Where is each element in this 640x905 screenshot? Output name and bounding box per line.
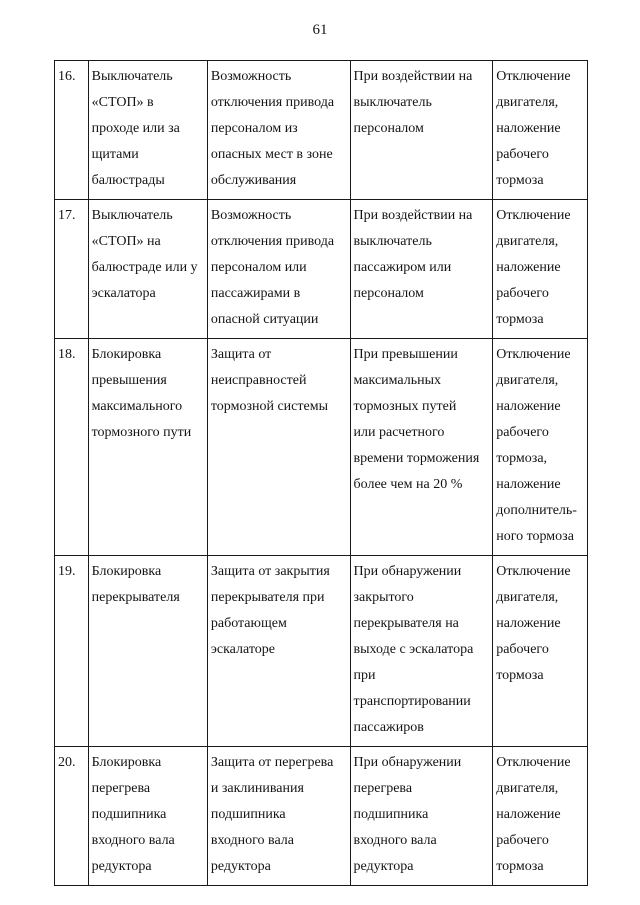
cell-line: входного вала [353,833,437,848]
cell-line: При воздействии на [353,208,473,223]
table-row [55,339,588,556]
cell-line: опасных мест в зоне [210,147,333,162]
action-cell [493,556,588,747]
cell-line: балюстраде или у [91,260,198,275]
cell-line: максимальных [353,373,442,388]
cell-line: подшипника [91,807,167,822]
cell-line: наложение [496,121,561,136]
cell-line: тормозных путей [353,399,457,414]
cell-line: максимального [91,399,183,414]
cell-line: перекрывателя при [210,590,325,605]
cell-line: редуктора [353,859,414,874]
cell-line: эскалатора [91,286,156,301]
cell-line: наложение [496,477,561,492]
action-cell [493,61,588,200]
purpose-cell [207,61,350,200]
table-row [55,61,588,200]
row-number: 19. [58,564,76,579]
cell-line: При обнаружении [353,755,462,770]
cell-line: При обнаружении [353,564,462,579]
cell-line: работающем [210,616,287,631]
cell-line: персоналом или [210,260,307,275]
trigger-condition-cell [350,61,493,200]
cell-line: выключатель [353,95,432,110]
cell-line: Отключение [496,564,571,579]
row-number: 16. [58,69,76,84]
cell-line: перекрывателя [91,590,180,605]
purpose-cell [207,339,350,556]
cell-line: более чем на 20 % [353,477,463,492]
cell-line: наложение [496,260,561,275]
cell-line: подшипника [353,807,429,822]
cell-line: двигателя, [496,590,559,605]
cell-line: перекрывателя на [353,616,459,631]
action-cell [493,200,588,339]
safety-devices-table [54,60,588,886]
cell-line: тормоза [496,173,544,188]
cell-line: При превышении [353,347,458,362]
cell-line: тормоза [496,668,544,683]
cell-line: и заклинивания [210,781,304,796]
cell-line: выходе с эскалатора [353,642,474,657]
cell-line: пассажиров [353,720,424,735]
cell-line: персоналом из [210,121,298,136]
table-row [55,200,588,339]
device-name-cell [88,200,207,339]
cell-line: пассажирами в [210,286,301,301]
cell-line: эскалаторе [210,642,275,657]
cell-line: Выключатель [91,208,173,223]
cell-line: тормозной системы [210,399,328,414]
cell-line: Возможность [210,208,292,223]
cell-line: Блокировка [91,564,162,579]
cell-line: проходе или за [91,121,180,136]
cell-line: или расчетного [353,425,445,440]
cell-line: превышения [91,373,167,388]
trigger-condition-cell [350,200,493,339]
cell-line: входного вала [210,833,295,848]
cell-line: При воздействии на [353,69,473,84]
cell-line: двигателя, [496,373,559,388]
cell-line: щитами [91,147,139,162]
purpose-cell [207,747,350,886]
cell-line: выключатель [353,234,432,249]
row-number: 20. [58,755,76,770]
cell-line: Защита от закрытия [210,564,330,579]
cell-line: подшипника [210,807,286,822]
cell-line: отключения привода [210,234,335,249]
cell-line: ного тормоза [496,529,574,544]
cell-line: отключения привода [210,95,335,110]
row-number-cell [55,339,89,556]
cell-line: при [353,668,376,683]
cell-line: дополнитель- [496,503,577,518]
trigger-condition-cell [350,339,493,556]
cell-line: рабочего [496,147,549,162]
cell-line: «СТОП» в [91,95,154,110]
row-number: 18. [58,347,76,362]
cell-line: входного вала [91,833,175,848]
row-number-cell [55,556,89,747]
cell-line: рабочего [496,286,549,301]
trigger-condition-cell [350,747,493,886]
cell-line: рабочего [496,425,549,440]
cell-line: двигателя, [496,234,559,249]
cell-line: времени торможения [353,451,480,466]
table-row [55,747,588,886]
cell-line: редуктора [91,859,152,874]
action-cell [493,747,588,886]
cell-line: Выключатель [91,69,173,84]
cell-line: пассажиром или [353,260,452,275]
cell-line: наложение [496,399,561,414]
cell-line: Отключение [496,208,571,223]
cell-line: Отключение [496,755,571,770]
cell-line: Защита от перегрева [210,755,334,770]
device-name-cell [88,747,207,886]
row-number-cell [55,200,89,339]
cell-line: редуктора [210,859,271,874]
purpose-cell [207,556,350,747]
table-row [55,556,588,747]
page-number: 61 [312,22,328,38]
row-number: 17. [58,208,76,223]
cell-line: обслуживания [210,173,297,188]
cell-line: Отключение [496,347,571,362]
cell-line: перегрева [91,781,151,796]
cell-line: Блокировка [91,347,162,362]
cell-line: опасной ситуации [210,312,319,327]
cell-line: Возможность [210,69,292,84]
cell-line: двигателя, [496,95,559,110]
row-number-cell [55,61,89,200]
cell-line: Защита от [210,347,272,362]
device-name-cell [88,339,207,556]
cell-line: тормоза, [496,451,548,466]
cell-line: Отключение [496,69,571,84]
row-number-cell [55,747,89,886]
cell-line: «СТОП» на [91,234,161,249]
cell-line: закрытого [353,590,414,605]
device-name-cell [88,61,207,200]
cell-line: рабочего [496,642,549,657]
cell-line: персоналом [353,121,424,136]
action-cell [493,339,588,556]
purpose-cell [207,200,350,339]
cell-line: тормоза [496,312,544,327]
cell-line: персоналом [353,286,424,301]
cell-line: транспортировании [353,694,471,709]
cell-line: двигателя, [496,781,559,796]
device-name-cell [88,556,207,747]
cell-line: рабочего [496,833,549,848]
trigger-condition-cell [350,556,493,747]
cell-line: тормоза [496,859,544,874]
cell-line: тормозного пути [91,425,192,440]
cell-line: Блокировка [91,755,162,770]
cell-line: наложение [496,807,561,822]
cell-line: неисправностей [210,373,307,388]
cell-line: наложение [496,616,561,631]
cell-line: перегрева [353,781,413,796]
cell-line: балюстрады [91,173,165,188]
